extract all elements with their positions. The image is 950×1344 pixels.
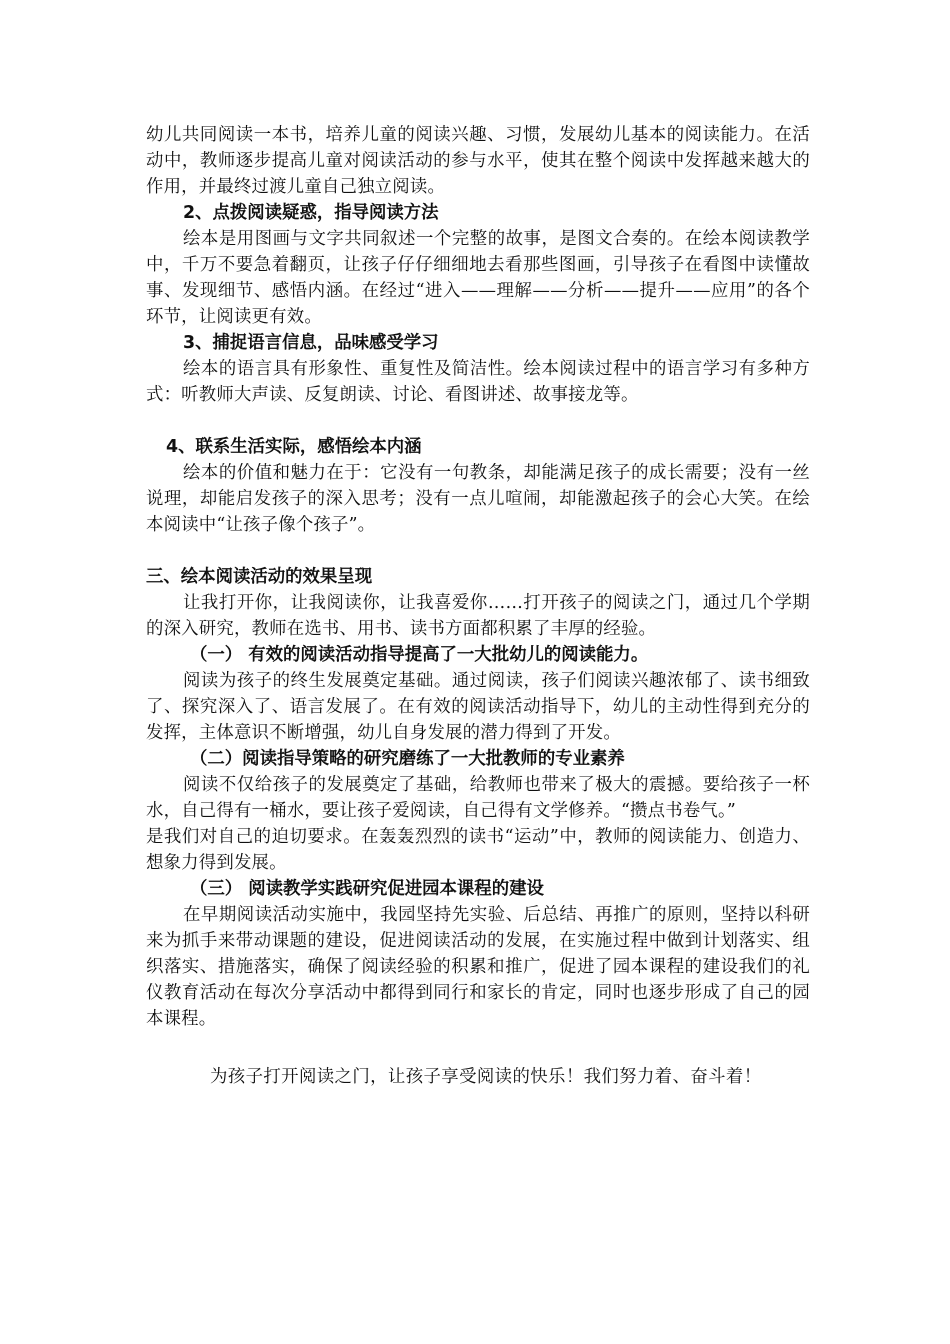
blank-line <box>146 408 810 434</box>
heading-c: （三） 阅读教学实践研究促进园本课程的建设 <box>190 879 544 899</box>
paragraph-4: 绘本的价值和魅力在于：它没有一句教条，却能满足孩子的成长需要；没有一丝说理，却能启发孩子的深入思考；没有一点儿喧闹，却能激起孩子的会心大笑。在绘本阅读中“让孩子像个孩子”。 <box>146 463 810 535</box>
paragraph-8: 在早期阅读活动实施中，我园坚持先实验、后总结、再推广的原则，坚持以科研来为抓手来带动课题的建设，促进阅读活动的发展，在实施过程中做到计划落实、组织落实、措施落实，确保了阅读经验的积累和推广，促进了园本课程的建设我们的礼仪教育活动在每次分享活动中都得到同行和家长的肯定，同时也逐步形成了自己的园本课程。 <box>146 905 810 1029</box>
paragraph-2: 绘本是用图画与文字共同叙述一个完整的故事，是图文合奏的。在绘本阅读教学中，千万不要急着翻页，让孩子仔仔细细地去看那些图画，引导孩子在看图中读懂故事、发现细节、感悟内涵。在经过“进入——理解——分析——提升——应用”的各个环节，让阅读更有效。 <box>146 229 810 327</box>
closing-line: 为孩子打开阅读之门，让孩子享受阅读的快乐！我们努力着、奋斗着！ <box>210 1067 762 1087</box>
section-3-title: 三、绘本阅读活动的效果呈现 <box>146 567 373 587</box>
document-body <box>146 122 810 1032</box>
heading-3: 3、捕捉语言信息，品味感受学习 <box>183 333 439 353</box>
paragraph-3: 绘本的语言具有形象性、重复性及简洁性。绘本阅读过程中的语言学习有多种方式：听教师大声读、反复朗读、讨论、看图讲述、故事接龙等。 <box>146 359 810 405</box>
heading-a: （一） 有效的阅读活动指导提高了一大批幼儿的阅读能力。 <box>190 645 649 665</box>
heading-4: 4、联系生活实际，感悟绘本内涵 <box>166 437 422 457</box>
paragraph-intro: 幼儿共同阅读一本书，培养儿童的阅读兴趣、习惯，发展幼儿基本的阅读能力。在活动中，教师逐步提高儿童对阅读活动的参与水平，使其在整个阅读中发挥越来越大的作用，并最终过渡儿童自己独立阅读。 <box>146 125 810 197</box>
paragraph-7a: 阅读不仅给孩子的发展奠定了基础，给教师也带来了极大的震撼。要给孩子一杯水，自己得有一桶水，要让孩子爱阅读，自己得有文学修养。“攒点书卷气。” <box>146 775 810 821</box>
blank-line <box>146 538 810 564</box>
heading-b: （二）阅读指导策略的研究磨练了一大批教师的专业素养 <box>190 749 625 769</box>
heading-2: 2、点拨阅读疑惑，指导阅读方法 <box>183 203 439 223</box>
paragraph-5: 让我打开你，让我阅读你，让我喜爱你……打开孩子的阅读之门，通过几个学期的深入研究，教师在选书、用书、读书方面都积累了丰厚的经验。 <box>146 593 810 639</box>
paragraph-6: 阅读为孩子的终生发展奠定基础。通过阅读，孩子们阅读兴趣浓郁了、读书细致了、探究深入了、语言发展了。在有效的阅读活动指导下，幼儿的主动性得到充分的发挥，主体意识不断增强，幼儿自身发展的潜力得到了开发。 <box>146 671 810 743</box>
paragraph-7b: 是我们对自己的迫切要求。在轰轰烈烈的读书“运动”中，教师的阅读能力、创造力、想象力得到发展。 <box>146 827 810 873</box>
